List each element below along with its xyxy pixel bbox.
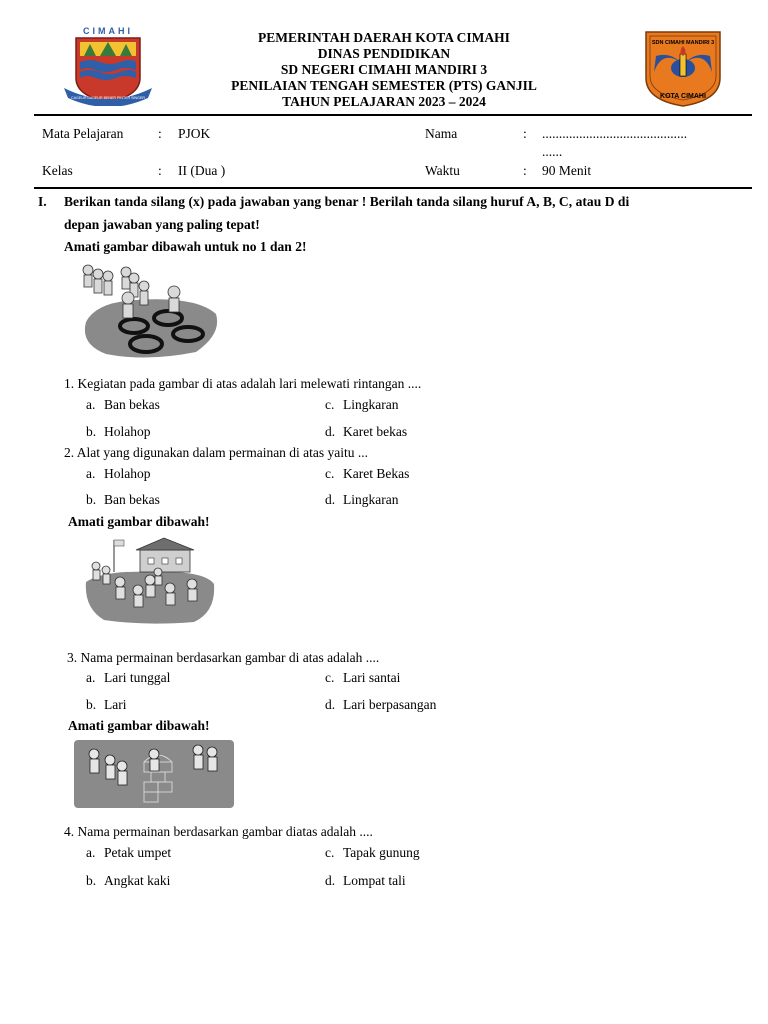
option-letter: d.: [325, 697, 336, 712]
name-field-continued[interactable]: ......: [542, 144, 563, 159]
q1-option-c[interactable]: [325, 397, 398, 413]
q1-option-d[interactable]: [325, 424, 407, 440]
header-line-school: SD NEGERI CIMAHI MANDIRI 3: [280, 62, 488, 77]
header-divider: [34, 114, 752, 116]
option-text: Lari berpasangan: [343, 697, 437, 712]
option-letter: b.: [86, 424, 97, 439]
option-letter: b.: [86, 873, 97, 888]
instruction-line-2: depan jawaban yang paling tepat!: [64, 217, 260, 232]
option-letter: c.: [325, 466, 335, 481]
option-text: Lompat tali: [343, 873, 406, 888]
document-header: [160, 30, 608, 110]
q2-option-a[interactable]: [86, 466, 151, 482]
option-text: Ban bekas: [104, 492, 160, 507]
q3-option-d[interactable]: [325, 697, 436, 713]
question-4: 4. Nama permainan berdasarkan gambar diatas adalah ....: [64, 824, 373, 839]
time-label: Waktu: [425, 163, 460, 178]
school-logo-text-top: SDN CIMAHI MANDIRI 3: [651, 40, 715, 46]
option-text: Ban bekas: [104, 397, 160, 412]
option-letter: a.: [86, 670, 96, 685]
option-text: Petak umpet: [104, 845, 172, 860]
school-logo: [640, 28, 726, 108]
header-line-government: PEMERINTAH DAERAH KOTA CIMAHI: [258, 30, 510, 45]
q3-option-b[interactable]: [86, 697, 127, 713]
tire-obstacle-illustration: [76, 262, 222, 360]
cimahi-city-logo: [60, 26, 156, 106]
q2-option-c[interactable]: [325, 466, 409, 482]
question-2: 2. Alat yang digunakan dalam permainan di atas yaitu ...: [64, 445, 369, 460]
option-letter: c.: [325, 845, 335, 860]
class-colon: :: [158, 163, 162, 178]
option-letter: b.: [86, 697, 97, 712]
logo-motto: CAGEUR BAGEUR BENER PINTER SINGER: [71, 96, 145, 100]
q4-option-d[interactable]: [325, 873, 406, 889]
observe-instruction-4: Amati gambar dibawah!: [68, 718, 210, 733]
option-text: Angkat kaki: [104, 873, 171, 888]
observe-instruction-1-2: Amati gambar dibawah untuk no 1 dan 2!: [64, 239, 307, 254]
q4-option-a[interactable]: [86, 845, 171, 861]
logo-text-cimahi: CIMAHI: [83, 26, 133, 36]
option-text: Lingkaran: [343, 492, 399, 507]
option-letter: a.: [86, 466, 96, 481]
option-letter: d.: [325, 424, 336, 439]
question-3: 3. Nama permainan berdasarkan gambar di atas adalah ....: [67, 650, 380, 665]
option-text: Lari santai: [343, 670, 401, 685]
section-number: I.: [38, 194, 47, 209]
q2-option-b[interactable]: [86, 492, 160, 508]
subject-label: Mata Pelajaran: [42, 126, 124, 141]
option-text: Lari tunggal: [104, 670, 171, 685]
q3-option-a[interactable]: [86, 670, 170, 686]
option-text: Tapak gunung: [343, 845, 420, 860]
option-text: Lari: [104, 697, 127, 712]
observe-instruction-3: Amati gambar dibawah!: [68, 514, 210, 529]
instruction-line-1: Berikan tanda silang (x) pada jawaban yang benar ! Berilah tanda silang huruf A, B, C, atau D di: [64, 194, 630, 209]
option-letter: a.: [86, 397, 96, 412]
running-children-illustration: [84, 536, 216, 624]
option-text: Holahop: [104, 424, 151, 439]
q3-option-c[interactable]: [325, 670, 400, 686]
option-letter: b.: [86, 492, 97, 507]
option-letter: d.: [325, 873, 336, 888]
class-label: Kelas: [42, 163, 73, 178]
time-value: 90 Menit: [542, 163, 592, 178]
name-label: Nama: [425, 126, 458, 141]
school-logo-text-bottom: KOTA CIMAHI: [660, 93, 706, 100]
option-letter: c.: [325, 670, 335, 685]
option-letter: d.: [325, 492, 336, 507]
option-letter: c.: [325, 397, 335, 412]
option-text: Karet Bekas: [343, 466, 410, 481]
q2-option-d[interactable]: [325, 492, 398, 508]
q1-option-a[interactable]: [86, 397, 160, 413]
hopscotch-illustration: [74, 740, 234, 808]
name-field[interactable]: ...........................................: [542, 126, 688, 141]
time-colon: :: [523, 163, 527, 178]
subject-colon: :: [158, 126, 162, 141]
header-line-department: DINAS PENDIDIKAN: [317, 46, 451, 61]
option-text: Lingkaran: [343, 397, 399, 412]
class-value: II (Dua ): [178, 163, 226, 178]
option-text: Karet bekas: [343, 424, 408, 439]
q4-option-b[interactable]: [86, 873, 170, 889]
option-text: Holahop: [104, 466, 151, 481]
question-1: 1. Kegiatan pada gambar di atas adalah lari melewati rintangan ....: [64, 376, 422, 391]
info-divider: [34, 187, 752, 189]
header-line-exam: PENILAIAN TENGAH SEMESTER (PTS) GANJIL: [231, 78, 537, 93]
q4-option-c[interactable]: [325, 845, 420, 861]
subject-value: PJOK: [178, 126, 211, 141]
name-colon: :: [523, 126, 527, 141]
header-line-year: TAHUN PELAJARAN 2023 – 2024: [282, 94, 486, 109]
q1-option-b[interactable]: [86, 424, 151, 440]
option-letter: a.: [86, 845, 96, 860]
